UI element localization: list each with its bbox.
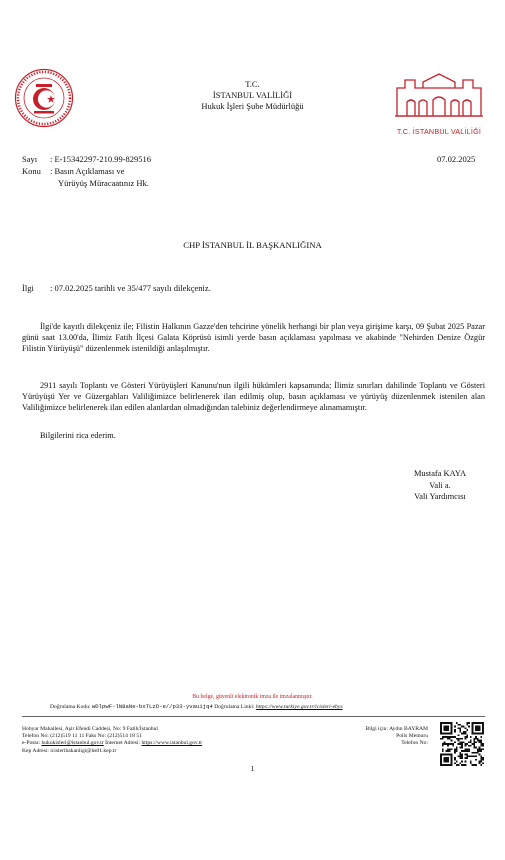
sayi-label: Sayı: [22, 154, 38, 164]
body-paragraph-3: Bilgilerini rica ederim.: [40, 431, 116, 440]
footer-web[interactable]: https://www.istanbul.gov.tr: [141, 740, 203, 747]
page-number: 1: [250, 764, 255, 773]
signer-title-2: Vali Yardımcısı: [414, 492, 466, 501]
qr-code: [440, 722, 484, 766]
signer-title-1: Vali a.: [429, 480, 451, 490]
body-paragraph-1: İlgi'de kayıtlı dilekçeniz ile; Filistin Halkının Gazze'den tehcirine yönelik herhangi bir plan veya girişime karşı, 09 Şubat 2025 Pazar günü saat 13.00'da, İlimiz Fatih İlçesi Galata Köprüsü isimli yerde basın açıklaması yapılması ve akabinde "Nehirden Denize Özgür Filistin Yürüyüşü" düzenlenmek istenildiği anlaşılmıştır.: [22, 322, 485, 354]
footer-email[interactable]: hukukisleri@istanbul.gov.tr: [41, 740, 104, 747]
sayi-value: : E-15342297-210.99-829516: [50, 154, 152, 164]
email-label: e-Posta:: [22, 740, 41, 747]
addressee: CHP İSTANBUL İL BAŞKANLIĞINA: [183, 240, 322, 250]
header-office: İSTANBUL VALİLİĞİ: [212, 90, 293, 100]
footer-email-web: [22, 740, 322, 747]
konu-value-line2: Yürüyüş Müracaatınız Hk.: [58, 178, 149, 188]
document-date: 07.02.2025: [437, 154, 476, 164]
footer-phone: Telefon No: (212)519 11 11 Faks No: (212)514 18 51: [22, 733, 142, 740]
verification-code: wDlpwF-lN8aNe-bxTLzD-e//p33-yvauijq4: [91, 703, 213, 710]
ilgi-value: : 07.02.2025 tarihli ve 35/477 sayılı dilekçeniz.: [50, 283, 211, 293]
info-line-2: Polis Memuru: [396, 733, 428, 740]
footer-divider: [22, 716, 485, 717]
footer-info: [330, 726, 428, 748]
signature-block: [395, 468, 485, 503]
konu-value-line1: : Basın Açıklaması ve: [50, 166, 125, 176]
ilgi-label: İlgi: [22, 283, 34, 293]
verification-link[interactable]: https://www.turkiye.gov.tr/icisleri-ebys: [255, 704, 343, 710]
info-line-3: Telefon No:: [401, 740, 428, 747]
footer-contact: [22, 726, 322, 755]
info-line-1: Bilgi için: Aydın BAYRAM: [365, 726, 428, 732]
header-department: Hukuk İşleri Şube Müdürlüğü: [201, 101, 304, 111]
signer-name: Mustafa KAYA: [413, 469, 467, 478]
verification-code-label: Doğrulama Kodu:: [50, 704, 91, 710]
verification-line: [50, 703, 343, 711]
web-label: İnternet Adresi:: [105, 740, 141, 747]
header-tc: T.C.: [245, 79, 260, 89]
verification-link-label: Doğrulama Linki:: [214, 704, 255, 710]
footer-address: Hobyar Mahallesi, Aşir Efendi Caddesi, No: 9 Fatih/İstanbul: [22, 726, 158, 732]
esign-notice: Bu belge, güvenli elektronik imza ile imzalanmıştır.: [192, 694, 313, 700]
konu-label: Konu: [22, 166, 41, 176]
footer-kep: Kep Adresi: icisleribakanligi@hs01.kep.tr: [22, 747, 117, 754]
body-paragraph-2: 2911 sayılı Toplantı ve Gösteri Yürüyüşleri Kanunu'nun ilgili hükümleri kapsamında; İlimiz sınırları dahilinde Toplantı ve Gösteri Yürüyüşü Yer ve Güzergahları Valiliğimizce belirlenerek ilan edilmiş olup, basın açıklaması ve yürüyüş düzenlenmek istenilen alan Valiliğimizce belirlenerek ilan edilen alanlardan olmadığından talebiniz değerlendirmeye alınamamıştır.: [22, 381, 485, 413]
governorship-building-logo: [393, 70, 485, 136]
right-logo-caption: T.C. İSTANBUL VALİLİĞİ: [396, 127, 482, 136]
